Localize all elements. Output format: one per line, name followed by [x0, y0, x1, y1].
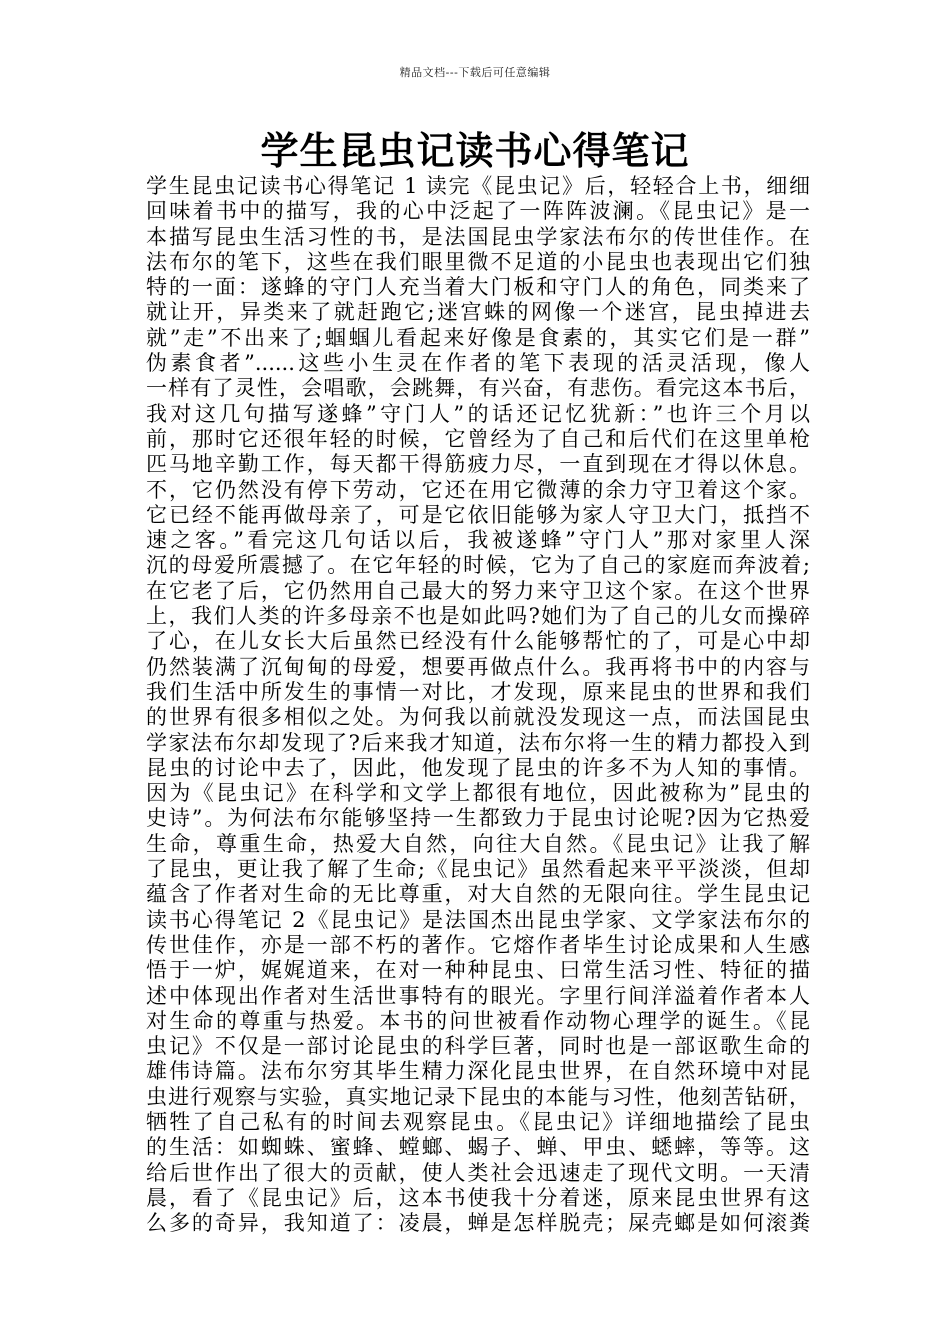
body-line: 雄伟诗篇。法布尔穷其毕生精力深化昆虫世界，在自然环境中对昆	[146, 1059, 810, 1084]
body-line: 就让开，异类来了就赶跑它;迷宫蛛的网像一个迷宫，昆虫掉进去	[146, 300, 810, 325]
body-line: 法布尔的笔下，这些在我们眼里微不足道的小昆虫也表现出它们独	[146, 249, 810, 274]
body-line: 仍然装满了沉甸甸的母爱，想要再做点什么。我再将书中的内容与	[146, 654, 810, 679]
document-title: 学生昆虫记读书心得笔记	[260, 128, 690, 173]
body-line: 传世佳作，亦是一部不朽的著作。它熔作者毕生讨论成果和人生感	[146, 932, 810, 957]
body-line: 它已经不能再做母亲了，可是它依旧能够为家人守卫大门，抵挡不	[146, 502, 810, 527]
body-line: 前，那时它还很年轻的时候，它曾经为了自己和后代们在这里单枪	[146, 426, 810, 451]
body-line: 沉的母爱所震撼了。在它年轻的时候，它为了自己的家庭而奔波着;	[146, 553, 810, 578]
body-line: 回味着书中的描写，我的心中泛起了一阵阵波澜。《昆虫记》是一	[146, 199, 810, 224]
body-line: 在它老了后，它仍然用自己最大的努力来守卫这个家。在这个世界	[146, 578, 810, 603]
body-line: 虫记》不仅是一部讨论昆虫的科学巨著，同时也是一部讴歌生命的	[146, 1034, 810, 1059]
body-line: 史诗”。为何法布尔能够坚持一生都致力于昆虫讨论呢?因为它热爱	[146, 806, 810, 831]
body-line: 悟于一炉，娓娓道来，在对一种种昆虫、曰常生活习性、特征的描	[146, 958, 810, 983]
body-line: 我对这几句描写遂蜂”守门人”的话还记忆犹新：”也许三个月以	[146, 401, 810, 426]
document-body	[146, 174, 810, 1236]
body-line: 虫进行观察与实验，真实地记录下昆虫的本能与习性，他刻苦钻研，	[146, 1084, 810, 1109]
body-line: 上，我们人类的许多母亲不也是如此吗?她们为了自己的儿女而操碎	[146, 604, 810, 629]
body-line: 的世界有很多相似之处。为何我以前就没发现这一点，而法国昆虫	[146, 705, 810, 730]
body-line: 生命，尊重生命，热爱大自然，向往大自然。《昆虫记》让我了解	[146, 831, 810, 856]
body-line: 了昆虫，更让我了解了生命;《昆虫记》虽然看起来平平淡淡，但却	[146, 857, 810, 882]
body-line: 学家法布尔却发现了?后来我才知道，法布尔将一生的精力都投入到	[146, 730, 810, 755]
body-line: 匹马地辛勤工作，每天都干得筋疲力尽，一直到现在才得以休息。	[146, 452, 810, 477]
body-line: 么多的奇异，我知道了：凌晨，蝉是怎样脱壳；屎壳螂是如何滚粪	[146, 1211, 810, 1236]
body-line: 伪素食者”......这些小生灵在作者的笔下表现的活灵活现，像人	[146, 351, 810, 376]
body-line: 不，它仍然没有停下劳动，它还在用它微薄的余力守卫着这个家。	[146, 477, 810, 502]
body-line: 昆虫的讨论中去了，因此，他发现了昆虫的许多不为人知的事情。	[146, 755, 810, 780]
body-line: 我们生活中所发生的事情一对比，才发现，原来昆虫的世界和我们	[146, 679, 810, 704]
body-line: 特的一面：遂蜂的守门人充当着大门板和守门人的角色，同类来了	[146, 275, 810, 300]
body-line: 蕴含了作者对生命的无比尊重，对大自然的无限向往。学生昆虫记	[146, 882, 810, 907]
page-header-note: 精品文档---下载后可任意编辑	[399, 66, 551, 79]
body-line: 速之客。”看完这几句话以后，我被遂蜂”守门人”那对家里人深	[146, 528, 810, 553]
body-line: 因为《昆虫记》在科学和文学上都很有地位，因此被称为”昆虫的	[146, 781, 810, 806]
body-line: 本描写昆虫生活习性的书，是法国昆虫学家法布尔的传世佳作。在	[146, 224, 810, 249]
body-line: 读书心得笔记 2《昆虫记》是法国杰出昆虫学家、文学家法布尔的	[146, 907, 810, 932]
body-line: 牺牲了自己私有的时间去观察昆虫。《昆虫记》详细地描绘了昆虫	[146, 1109, 810, 1134]
body-line: 对生命的尊重与热爱。本书的问世被看作动物心理学的诞生。《昆	[146, 1008, 810, 1033]
body-line: 了心，在儿女长大后虽然已经没有什么能够帮忙的了，可是心中却	[146, 629, 810, 654]
body-line: 述中体现出作者对生活世事特有的眼光。字里行间洋溢着作者本人	[146, 983, 810, 1008]
body-line: 给后世作出了很大的贡献，使人类社会迅速走了现代文明。一天清	[146, 1160, 810, 1185]
body-line: 晨，看了《昆虫记》后，这本书使我十分着迷，原来昆虫世界有这	[146, 1185, 810, 1210]
body-line: 的生活：如蜘蛛、蜜蜂、螳螂、蝎子、蝉、甲虫、蟋蟀，等等。这	[146, 1135, 810, 1160]
body-line: 学生昆虫记读书心得笔记 1 读完《昆虫记》后，轻轻合上书，细细	[146, 174, 810, 198]
body-line: 一样有了灵性，会唱歌，会跳舞，有兴奋，有悲伤。看完这本书后，	[146, 376, 810, 401]
body-line: 就”走”不出来了;蝈蝈儿看起来好像是食素的，其实它们是一群”	[146, 325, 810, 350]
